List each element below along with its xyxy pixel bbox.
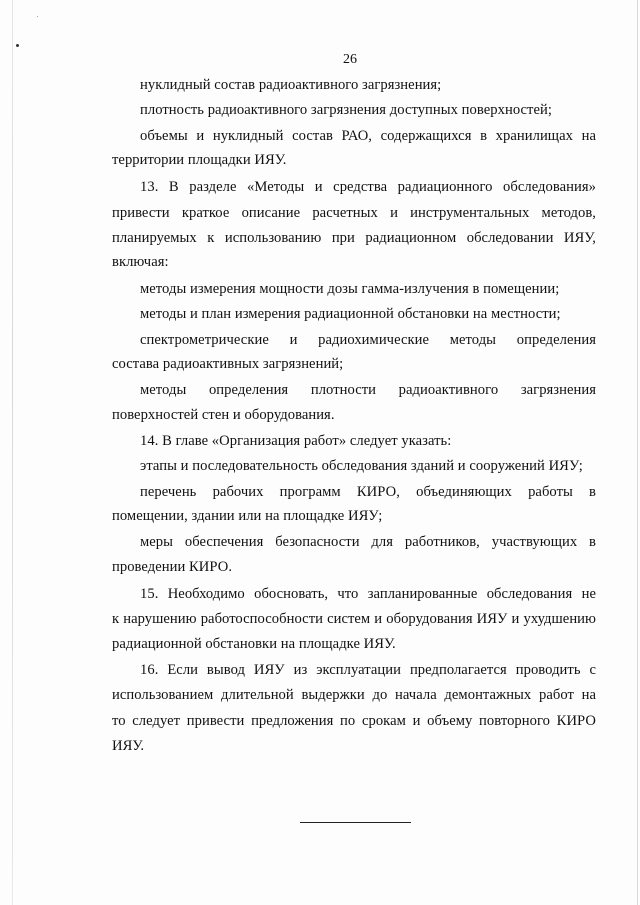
- text-line: методы и план измерения радиационной обстановки на местности;: [140, 306, 561, 322]
- text-line: территории площадки ИЯУ.: [112, 152, 287, 168]
- text-line: меры обеспечения безопасности для работников, участвующих в: [140, 534, 596, 550]
- text-line: спектрометрические и радиохимические методы определения: [140, 332, 596, 348]
- text-line: методы измерения мощности дозы гамма-излучения в помещении;: [140, 281, 560, 297]
- text-line: привести краткое описание расчетных и инструментальных методов,: [112, 205, 596, 221]
- text-line: методы определения плотности радиоактивного загрязнения: [140, 382, 596, 398]
- text-line: ИЯУ.: [112, 738, 145, 754]
- scan-speck: [16, 44, 19, 47]
- scan-edge-right: [637, 0, 638, 905]
- text-line: планируемых к использованию при радиационном обследовании ИЯУ,: [112, 230, 596, 246]
- text-line: плотность радиоактивного загрязнения доступных поверхностей;: [140, 102, 552, 118]
- text-line: к нарушению работоспособности систем и оборудования ИЯУ и ухудшению: [112, 611, 596, 627]
- text-line: включая:: [112, 254, 169, 270]
- scan-edge-left: [12, 0, 13, 905]
- text-line: использованием длительной выдержки до начала демонтажных работ на: [112, 687, 596, 703]
- page-number: 26: [343, 52, 357, 67]
- text-line: поверхностей стен и оборудования.: [112, 407, 335, 423]
- text-line: проведении КИРО.: [112, 559, 233, 575]
- text-line: 13. В разделе «Методы и средства радиационного обследования»: [140, 179, 596, 195]
- text-line: этапы и последовательность обследования зданий и сооружений ИЯУ;: [140, 458, 583, 474]
- text-line: помещении, здании или на площадке ИЯУ;: [112, 508, 383, 524]
- end-rule: [300, 822, 411, 823]
- text-line: 16. Если вывод ИЯУ из эксплуатации предполагается проводить с: [140, 662, 596, 678]
- text-line: 14. В главе «Организация работ» следует указать:: [140, 433, 452, 449]
- text-line: нуклидный состав радиоактивного загрязнения;: [140, 77, 442, 93]
- scan-speck: [37, 16, 38, 17]
- text-line: радиационной обстановки на площадке ИЯУ.: [112, 636, 396, 652]
- text-line: состава радиоактивных загрязнений;: [112, 356, 344, 372]
- text-line: объемы и нуклидный состав РАО, содержащихся в хранилищах на: [140, 128, 596, 144]
- text-line: перечень рабочих программ КИРО, объединяющих работы в: [140, 484, 596, 500]
- text-line: то следует привести предложения по срокам и объему повторного КИРО: [112, 713, 596, 729]
- text-line: 15. Необходимо обосновать, что запланированные обследования не: [140, 586, 596, 602]
